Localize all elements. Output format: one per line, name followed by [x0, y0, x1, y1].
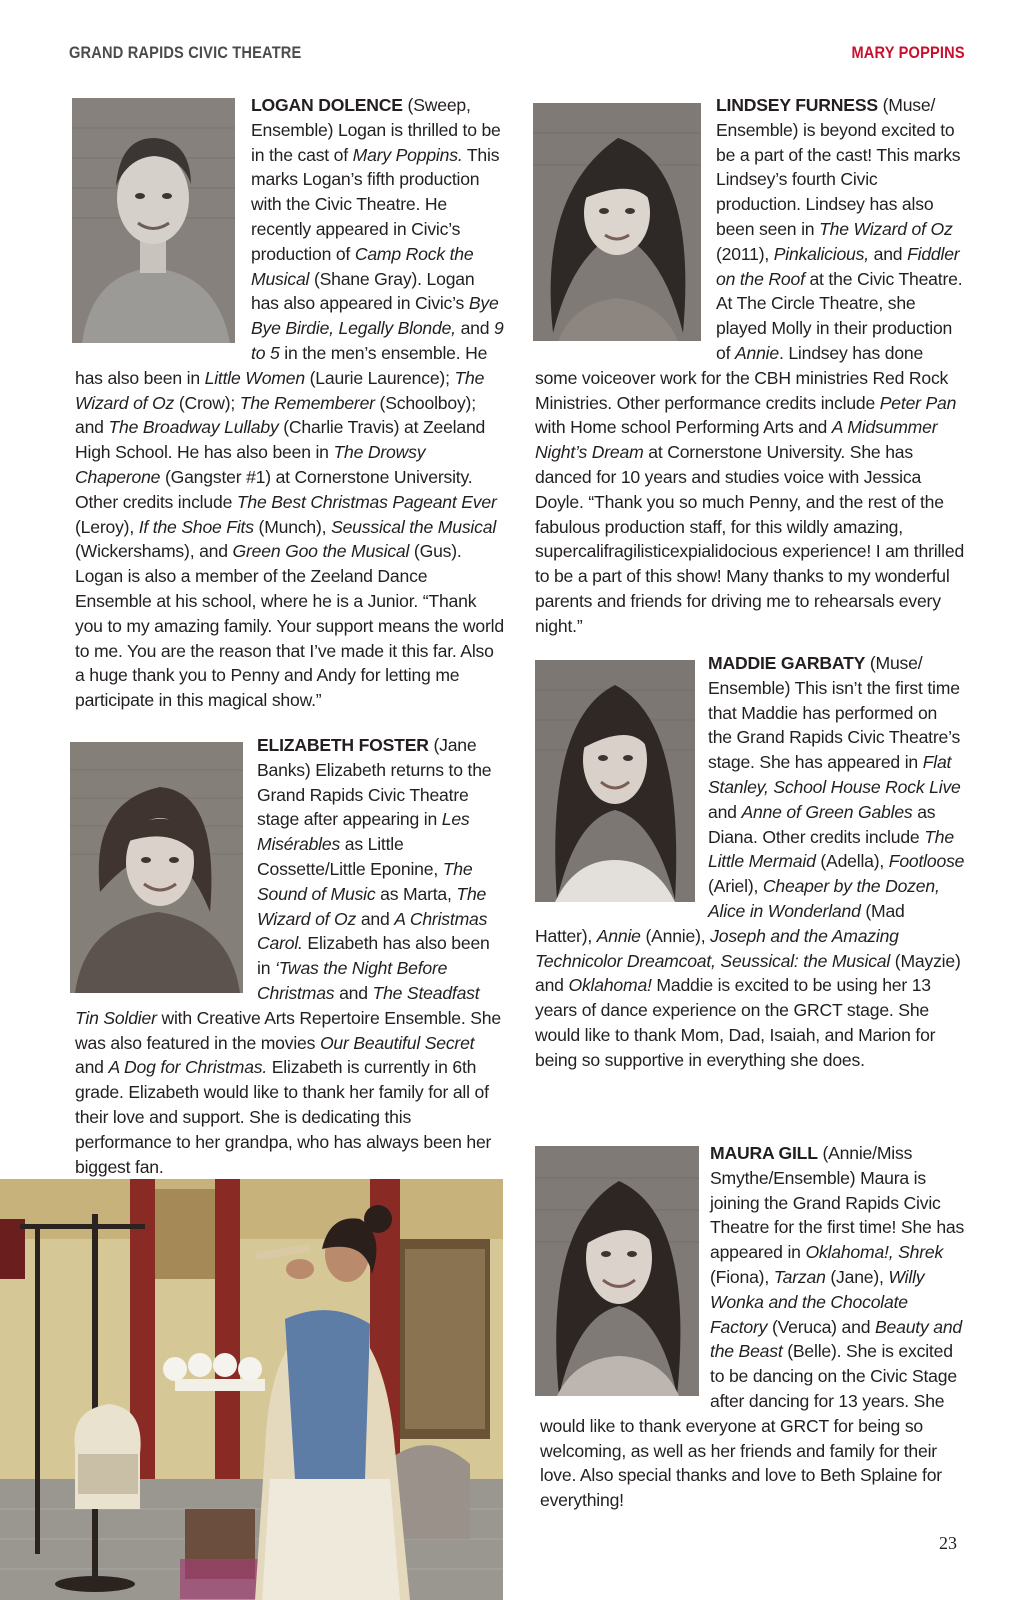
bio-text: (Shane Gray). Logan has also appeared in Civic’s: [251, 268, 475, 314]
show-title-ref: Anne of Green Gables: [741, 801, 913, 822]
show-title-ref: Annie: [734, 342, 779, 363]
bio-text: and: [356, 908, 395, 929]
show-title-ref: Les Misérables: [257, 809, 470, 855]
bio-text: (Belle). She is excited to be dancing on the Civic Stage after dancing for 13 years. She would like to thank everyone at GRCT for being so welcoming, as well as her friends and family for their love. Also special thanks and love to Beth Splaine for everything!: [540, 1341, 957, 1511]
bio-text: (Schoolboy); and: [75, 392, 476, 438]
show-title-ref: A Christmas Carol.: [257, 908, 488, 954]
show-title-ref: Little Women: [204, 367, 305, 388]
bio-text: (Crow);: [174, 392, 240, 413]
bio-maura-gill: [540, 1141, 968, 1513]
show-title-ref: Our Beautiful Secret: [319, 1032, 475, 1053]
bio-maddie-garbaty: [535, 651, 965, 1073]
bio-name: LINDSEY FURNESS: [716, 95, 878, 115]
bio-text: at the Civic Theatre. At The Circle Theatre, she played Molly in their production of: [716, 268, 963, 363]
show-title-ref: The Wizard of Oz: [75, 367, 485, 413]
bio-text: (Jane Banks) Elizabeth returns to the Grand Rapids Civic Theatre stage after appearing in: [257, 735, 492, 830]
bio-text: (Muse/ Ensemble) is beyond excited to be a part of the cast! This marks Lindsey’s fourth Civic production. Lindsey has also been seen in: [716, 95, 961, 239]
show-title-ref: The Broadway Lullaby: [108, 417, 279, 438]
show-title-ref: The Rememberer: [239, 392, 375, 413]
bio-name: LOGAN DOLENCE: [251, 95, 403, 115]
bio-text: (Sweep, Ensemble) Logan is thrilled to be in the cast of: [251, 95, 501, 165]
bio-name: MAURA GILL: [710, 1143, 818, 1163]
show-title-ref: The Wizard of Oz: [819, 218, 953, 239]
bio-text: (Jane),: [825, 1266, 889, 1287]
bio-text: and: [455, 318, 495, 339]
show-title-ref: Peter Pan: [879, 392, 957, 413]
bio-elizabeth-foster: [75, 733, 505, 1179]
show-title-ref: Fiddler on the Roof: [716, 243, 960, 289]
publication-title: GRAND RAPIDS CIVIC THEATRE: [69, 43, 302, 62]
show-title-ref: Annie: [596, 925, 641, 946]
bio-text: Maddie is excited to be using her 13 years of dance experience on the GRCT stage. She would like to thank Mom, Dad, Isaiah, and Marion for being so supportive in everything she does.: [535, 975, 936, 1070]
bio-text: (Leroy),: [75, 516, 139, 537]
show-title-ref: Joseph and the Amazing Technicolor Dreamcoat, Seussical: the Musical: [535, 925, 899, 971]
bio-text: (Gus). Logan is also a member of the Zeeland Dance Ensemble at his school, where he is a Junior. “Thank you to my amazing family. Your support means the world to me. You are the reason that I’ve made it this far. Also a huge thank you to Penny and Andy for letting me participate in this magical show.”: [75, 541, 504, 711]
show-title-ref: Oklahoma!: [568, 975, 652, 996]
bio-name: MADDIE GARBATY: [708, 653, 866, 673]
show-title-ref: The Best Christmas Pageant Ever: [236, 491, 497, 512]
bio-lindsey-furness: [535, 93, 965, 639]
bio-text: (2011),: [716, 243, 774, 264]
bio-text: (Annie),: [640, 925, 711, 946]
bio-text: in the men’s ensemble. He has also been in: [75, 342, 488, 388]
bio-text: Elizabeth has also been in: [257, 933, 490, 979]
show-title-ref: Footloose: [888, 851, 965, 872]
bio-text: as Marta,: [375, 883, 457, 904]
show-title-ref: Oklahoma!, Shrek: [805, 1242, 944, 1263]
show-title-ref: The Sound of Music: [257, 858, 473, 904]
show-title-ref: Beauty and the Beast: [710, 1316, 963, 1362]
show-title-ref: Tarzan: [773, 1266, 826, 1287]
bio-text: . Lindsey has done some voiceover work for the CBH ministries Red Rock Ministries. Other performance credits include: [535, 342, 949, 413]
show-title-ref: Cheaper by the Dozen, Alice in Wonderland: [708, 876, 940, 921]
rehearsal-photo: [0, 1179, 503, 1600]
show-title-ref: If the Shoe Fits: [138, 516, 254, 537]
bio-text: (Adella),: [815, 851, 889, 872]
show-title-ref: Camp Rock the Musical: [251, 243, 474, 289]
show-title-ref: Seussical the Musical: [331, 516, 497, 537]
show-title-ref: The Little Mermaid: [708, 826, 954, 872]
bio-text: and: [708, 801, 742, 822]
show-title-ref: Green Goo the Musical: [232, 541, 410, 562]
bio-text: and: [868, 243, 908, 264]
show-title: MARY POPPINS: [851, 43, 965, 62]
bio-text: (Muse/ Ensemble) This isn’t the first time that Maddie has performed on the Grand Rapids Civic Theatre’s stage. She has appeared in: [708, 653, 961, 773]
show-title-ref: The Drowsy Chaperone: [75, 442, 426, 487]
show-title-ref: Mary Poppins.: [352, 144, 463, 165]
headshot-maddie-garbaty: [535, 660, 695, 902]
show-title-ref: A Midsummer Night’s Dream: [535, 417, 938, 463]
bio-text: (Wickershams), and: [75, 541, 233, 562]
show-title-ref: Pinkalicious,: [773, 243, 869, 264]
show-title-ref: The Steadfast Tin Soldier: [75, 982, 480, 1028]
bio-text: (Ariel),: [708, 876, 763, 897]
bio-text: and: [334, 982, 373, 1003]
show-title-ref: ‘Twas the Night Before Christmas: [257, 958, 448, 1003]
bio-text: at Cornerstone University. She has danced for 10 years and studies voice with Jessica Doyle. “Thank you so much Penny, and the rest of the fabulous production staff, for this wildly amazing, supercalifragilisticexpialidocious experience! I am thrilled to be a part of this show! Many thanks to my wonderful parents and friends for driving me to rehearsals every night.”: [535, 442, 965, 636]
show-title-ref: 9 to 5: [251, 318, 504, 363]
headshot-logan-dolence: [72, 98, 235, 343]
bio-text: (Fiona),: [710, 1266, 774, 1287]
bio-text: (Mad Hatter),: [535, 900, 905, 946]
bio-text: and: [75, 1057, 109, 1078]
bio-text: with Home school Performing Arts and: [535, 417, 832, 438]
bio-text: (Annie/Miss Smythe/Ensemble) Maura is joining the Grand Rapids Civic Theatre for the first time! She has appeared in: [710, 1143, 965, 1263]
headshot-maura-gill: [535, 1146, 699, 1396]
show-title-ref: Flat Stanley, School House Rock Live: [708, 752, 961, 797]
bio-text: Elizabeth is currently in 6th grade. Elizabeth would like to thank her family for all of their love and support. She is dedicating this performance to her grandpa, who has always been her biggest fan.: [75, 1057, 492, 1177]
bio-logan-dolence: [75, 93, 505, 713]
bio-text: (Mayzie) and: [535, 950, 961, 996]
show-title-ref: Bye Bye Birdie, Legally Blonde,: [251, 293, 499, 339]
bio-text: as Diana. Other credits include: [708, 801, 936, 847]
show-title-ref: Willy Wonka and the Chocolate Factory: [710, 1266, 925, 1337]
bio-text: (Gangster #1) at Cornerstone University. Other credits include: [75, 466, 473, 512]
page-number: 23: [939, 1533, 957, 1553]
bio-name: ELIZABETH FOSTER: [257, 735, 429, 755]
bio-text: with Creative Arts Repertoire Ensemble. She was also featured in the movies: [75, 1007, 501, 1053]
bio-text: as Little Cossette/Little Eponine,: [257, 834, 443, 879]
bio-text: (Laurie Laurence);: [304, 367, 455, 388]
bio-text: This marks Logan’s fifth production with the Civic Theatre. He recently appeared in Civic’s production of: [251, 144, 500, 264]
bio-text: (Munch),: [253, 516, 332, 537]
headshot-lindsey-furness: [533, 103, 701, 341]
show-title-ref: A Dog for Christmas.: [108, 1057, 268, 1078]
bio-text: (Charlie Travis) at Zeeland High School. He has also been in: [75, 417, 486, 463]
bio-text: (Veruca) and: [767, 1316, 875, 1337]
show-title-ref: The Wizard of Oz: [257, 883, 487, 929]
headshot-elizabeth-foster: [70, 742, 243, 993]
